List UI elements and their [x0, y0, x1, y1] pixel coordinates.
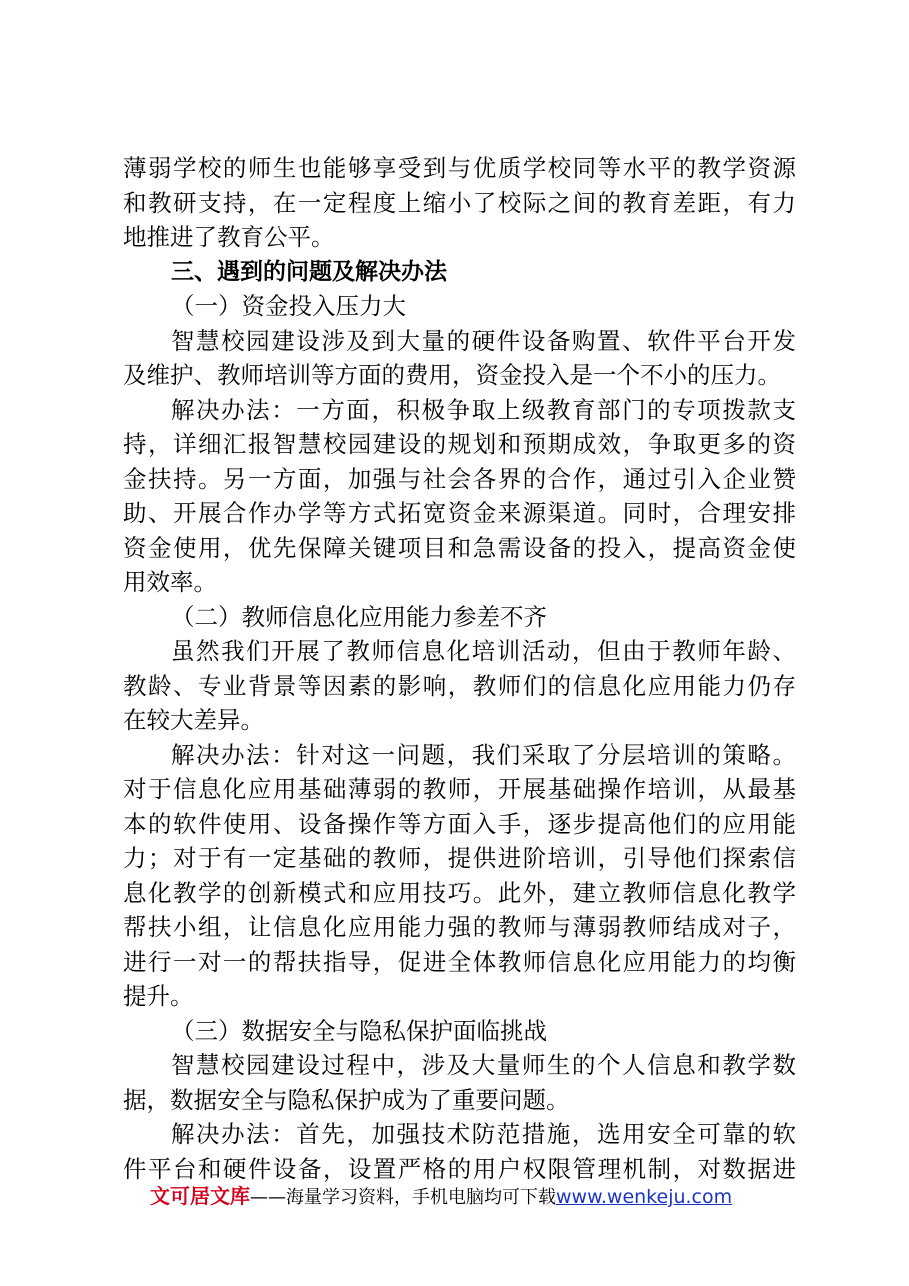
- brand-name: 文可居文库: [150, 1184, 250, 1208]
- subsection-heading: （一）资金投入压力大: [171, 292, 406, 320]
- body-line: 息化教学的创新模式和应用技巧。此外，建立教师信息化教学: [123, 878, 796, 907]
- body-line: 资金使用，优先保障关键项目和急需设备的投入，提高资金使: [123, 533, 796, 562]
- footer-banner: [150, 1180, 732, 1212]
- subsection-heading: （二）教师信息化应用能力参差不齐: [171, 602, 547, 631]
- body-line: 持，详细汇报智慧校园建设的规划和预期成效，争取更多的资: [123, 430, 796, 458]
- footer-tagline: ——海量学习资料，手机电脑均可下载: [250, 1187, 556, 1208]
- body-line: 帮扶小组，让信息化应用能力强的教师与薄弱教师结成对子，: [123, 913, 796, 941]
- site-link[interactable]: www.wenkeju.com: [556, 1186, 733, 1208]
- body-line: 及维护、教师培训等方面的费用，资金投入是一个不小的压力。: [123, 361, 781, 389]
- body-line: 地推进了教育公平。: [123, 223, 335, 251]
- body-line: 进行一对一的帮扶指导，促进全体教师信息化应用能力的均衡: [123, 947, 796, 976]
- body-line: 解决办法：首先，加强技术防范措施，选用安全可靠的软: [171, 1120, 796, 1148]
- section-heading: 三、遇到的问题及解决办法: [171, 258, 447, 285]
- subsection-heading: （三）数据安全与隐私保护面临挑战: [171, 1016, 547, 1045]
- body-line: 教龄、专业背景等因素的影响，教师们的信息化应用能力仍存: [123, 671, 796, 700]
- body-line: 力；对于有一定基础的教师，提供进阶培训，引导他们探索信: [123, 844, 796, 872]
- body-line: 在较大差异。: [123, 706, 264, 734]
- body-line: 虽然我们开展了教师信息化培训活动，但由于教师年龄、: [171, 637, 796, 665]
- body-line: 解决办法：针对这一问题，我们采取了分层培训的策略。: [171, 740, 796, 769]
- body-line: 薄弱学校的师生也能够享受到与优质学校同等水平的教学资源: [123, 154, 796, 182]
- body-line: 助、开展合作办学等方式拓宽资金来源渠道。同时，合理安排: [123, 499, 796, 527]
- body-line: 提升。: [123, 982, 194, 1010]
- body-line: 智慧校园建设涉及到大量的硬件设备购置、软件平台开发: [171, 326, 796, 355]
- body-line: 件平台和硬件设备，设置严格的用户权限管理机制，对数据进: [123, 1154, 796, 1183]
- body-line: 和教研支持，在一定程度上缩小了校际之间的教育差距，有力: [123, 188, 796, 217]
- body-line: 智慧校园建设过程中，涉及大量师生的个人信息和教学数: [171, 1051, 796, 1079]
- body-line: 解决办法：一方面，积极争取上级教育部门的专项拨款支: [171, 395, 796, 424]
- body-line: 金扶持。另一方面，加强与社会各界的合作，通过引入企业赞: [123, 464, 796, 493]
- body-line: 对于信息化应用基础薄弱的教师，开展基础操作培训，从最基: [123, 775, 796, 803]
- body-line: 据，数据安全与隐私保护成为了重要问题。: [123, 1085, 570, 1114]
- body-line: 用效率。: [123, 568, 217, 596]
- body-line: 本的软件使用、设备操作等方面入手，逐步提高他们的应用能: [123, 809, 796, 838]
